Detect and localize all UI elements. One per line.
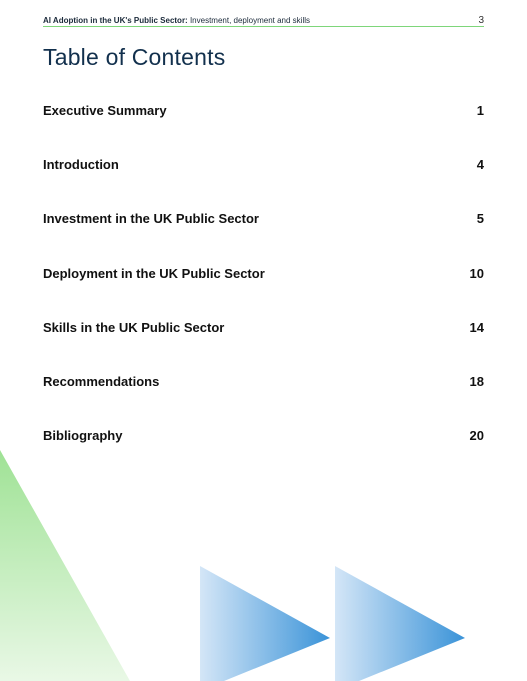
toc-entry-page: 10	[469, 265, 484, 281]
toc-entry-page: 1	[476, 103, 484, 118]
blue-arrow-shape-right	[335, 566, 465, 681]
toc-entry-recommendations[interactable]	[43, 373, 484, 427]
running-header	[43, 13, 484, 27]
toc-entry-investment[interactable]	[43, 210, 484, 264]
toc-list	[43, 102, 484, 481]
toc-entry-label: Deployment in the UK Public Sector	[43, 265, 265, 281]
toc-entry-page: 14	[469, 319, 484, 335]
blue-arrow-shape-left	[200, 566, 330, 681]
report-title-subtitle: Investment, deployment and skills	[187, 15, 310, 25]
toc-entry-label: Skills in the UK Public Sector	[43, 319, 225, 335]
toc-entry-page: 5	[476, 211, 484, 227]
toc-entry-label: Investment in the UK Public Sector	[43, 211, 259, 227]
toc-entry-label: Introduction	[43, 157, 119, 173]
toc-entry-page: 4	[476, 157, 484, 173]
toc-entry-label: Bibliography	[43, 428, 123, 444]
report-title	[43, 16, 310, 25]
toc-entry-page: 18	[469, 373, 484, 389]
toc-entry-label: Executive Summary	[43, 103, 167, 118]
toc-entry-label: Recommendations	[43, 373, 160, 389]
header-divider	[43, 26, 484, 27]
toc-entry-introduction[interactable]	[43, 156, 484, 210]
toc-entry-page: 20	[469, 428, 484, 444]
green-triangle-shape	[0, 450, 130, 681]
toc-entry-deployment[interactable]	[43, 265, 484, 319]
report-title-main: AI Adoption in the UK's Public Sector:	[43, 15, 188, 25]
toc-entry-bibliography[interactable]	[43, 427, 484, 481]
toc-entry-skills[interactable]	[43, 319, 484, 373]
toc-heading: Table of Contents	[43, 44, 226, 70]
page-number: 3	[478, 14, 484, 26]
toc-entry-executive-summary[interactable]	[43, 102, 484, 156]
